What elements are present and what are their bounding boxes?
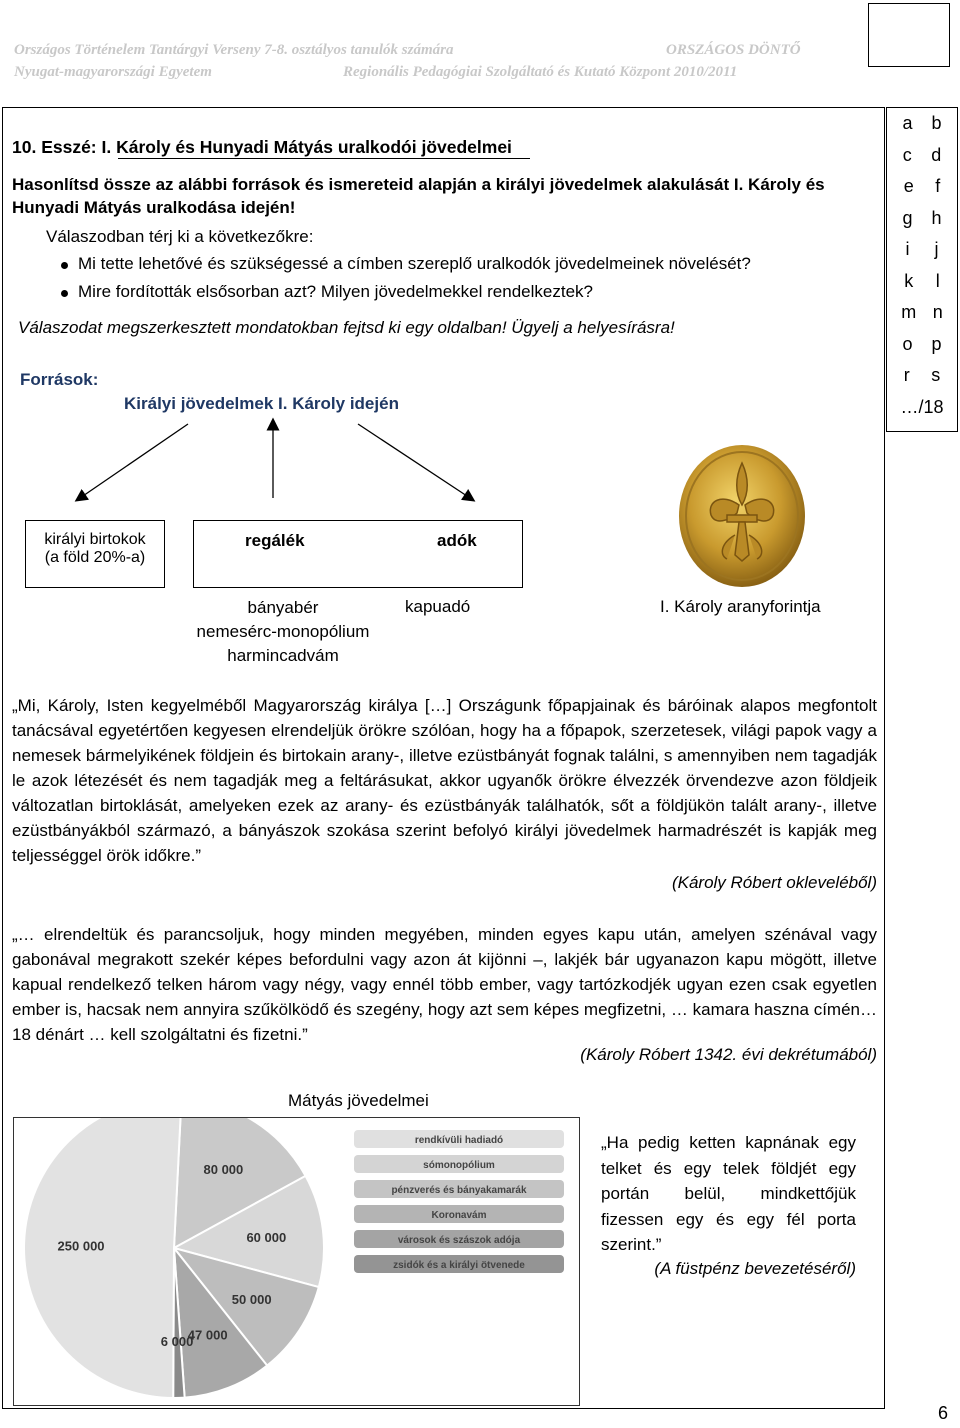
legend-label: sómonopólium [423, 1160, 495, 1171]
chart-title: Mátyás jövedelmei [288, 1091, 429, 1110]
score-letter: b [931, 113, 942, 134]
pie-slice-label: 6 000 [160, 1333, 194, 1349]
legend-label: rendkívüli hadiadó [414, 1135, 504, 1146]
quote-1-source: (Károly Róbert okleveléből) [671, 873, 877, 892]
pie-slice-label: 250 000 [57, 1238, 105, 1254]
instruction-line2: Hunyadi Mátyás uralkodása idején! [12, 198, 296, 217]
header-competition: Országos Történelem Tantárgyi Verseny 7-8. osztályos tanulók számára [14, 42, 454, 58]
regale-item: harmincadvám [227, 646, 339, 665]
score-letter: c [902, 144, 912, 165]
score-letter: k [904, 270, 914, 291]
legend-label: zsidók és a királyi ötvenede [393, 1260, 525, 1271]
royal-estates-label: királyi birtokok [44, 531, 146, 548]
quote-2: „… elrendeltük és parancsoljuk, hogy minden megyében, minden egyes kapu után, amelyen szénával vagy gabonával megrakott szekér képes befordulni vagy azon át kijönni –, lakjék bár ugyanazon kapu mögött, illetve kapual rendelkező telken három vagy négy, vagy ennél több ember, vagy tartózkodjék ugyan ezen csak egyetlen ember is, hacsak nem annyira szűkölködő és szegény, hogy azt sem képes megfizetni, … kamara haszna címén… 18 dénárt … kell szolgáltatni és fizetni.” [12, 925, 877, 1044]
pie-slice-label: 50 000 [231, 1292, 272, 1308]
score-letter: i [905, 239, 910, 260]
score-letter: a [902, 113, 913, 134]
pie-slice [24, 1118, 181, 1398]
sources-label: Források: [20, 370, 99, 389]
adok-label: adók [437, 531, 477, 550]
diagram-arrows [0, 0, 960, 560]
quote-3-source: (A füstpénz bevezetéséről) [654, 1259, 856, 1278]
answer-intro: Válaszodban térj ki a következőkre: [46, 227, 314, 246]
royal-estates-box [25, 520, 165, 588]
royal-estates-share: (a föld 20%-a) [44, 549, 146, 566]
score-letter: d [931, 144, 942, 165]
header-university: Nyugat-magyarországi Egyetem [14, 64, 212, 80]
legend-label: városok és szászok adója [397, 1235, 521, 1246]
score-letter: r [903, 365, 910, 386]
regale-item: nemesérc-monopólium [196, 622, 370, 641]
score-letter: j [934, 239, 939, 260]
score-letter: o [902, 333, 913, 354]
score-letter: n [932, 302, 943, 323]
pie-slice-label: 60 000 [246, 1229, 287, 1245]
coin-caption: I. Károly aranyforintja [660, 597, 821, 616]
legend-label: pénzverés és bányakamarák [391, 1185, 527, 1196]
quote-1: „Mi, Károly, Isten kegyelméből Magyarország királya […] Országunk főpapjainak és báróinak alapos megfontolt tanácsával egyetértően kegyesen elrendeljük örökre szólóan, hogy ha a főpapok, szerzetesek, világi papok vagy a nemesek bármelyikének földjein és birtokain arany-, illetve ezüstbányát fognak találni, s amennyiben nem tagadják le azok létezését és nem tagadják meg a feltárásukat, akkor ugyanők örökre élvezzék örvendezve azon földjeik változatlan birtoklását, amelyeken ezek az arany- és ezüstbányák találhatók, sőt a földjükön talált arany-, illetve ezüstbányákból származó, a bányászok szokása szerint befolyó királyi jövedelmek harmadrészét is kapják meg teljességgel örök időkre.” [12, 696, 877, 865]
score-letter: l [935, 270, 940, 291]
gold-florin-image [677, 443, 807, 589]
kapuado-label: kapuadó [405, 597, 471, 616]
regale-item: bányabér [247, 598, 319, 617]
page-number: 6 [938, 1403, 949, 1423]
pie-chart-panel [13, 1117, 580, 1406]
task-title: 10. Esszé: I. Károly és Hunyadi Mátyás uralkodói jövedelmei [12, 137, 512, 157]
regale-label: regálék [245, 531, 305, 550]
diagram-title: Királyi jövedelmek I. Károly idején [124, 394, 399, 413]
score-letter: s [931, 365, 941, 386]
instruction-line1: Hasonlítsd össze az alábbi források és ismereteid alapján a királyi jövedelmek alakulását I. Károly és [12, 175, 825, 194]
bullet-2: Mire fordították elsősorban azt? Milyen jövedelmekkel rendelkeztek? [78, 282, 593, 301]
legend-label: Koronavám [431, 1210, 487, 1221]
score-letter: e [903, 176, 914, 197]
regale-adok-box [193, 520, 523, 588]
quote-2-source: (Károly Róbert 1342. évi dekrétumából) [580, 1045, 877, 1064]
score-letter: p [931, 333, 942, 354]
pie-slice-label: 47 000 [187, 1327, 228, 1343]
header-final: ORSZÁGOS DÖNTŐ [666, 42, 801, 58]
score-letter: f [935, 176, 941, 197]
score-letter: m [901, 302, 917, 323]
score-letter: h [931, 207, 942, 228]
instruction-note: Válaszodat megszerkesztett mondatokban fejtsd ki egy oldalban! Ügyelj a helyesírásra! [18, 318, 675, 337]
quote-3: „Ha pedig ketten kapnának egy telket és egy telek földjét egy portán belül, mindkettőjük fizessen egy és egy fél porta szerint.” [601, 1133, 856, 1254]
pie-chart [14, 1118, 579, 1405]
bullet-1: Mi tette lehetővé és szükségessé a címben szereplő uralkodók jövedelmeinek növelését? [78, 254, 751, 273]
header-center: Regionális Pedagógiai Szolgáltató és Kutató Központ 2010/2011 [343, 64, 738, 80]
score-letter: g [902, 207, 913, 228]
pie-slice-label: 80 000 [203, 1162, 244, 1178]
regale-items [183, 596, 383, 668]
score-total: …/18 [900, 396, 944, 417]
